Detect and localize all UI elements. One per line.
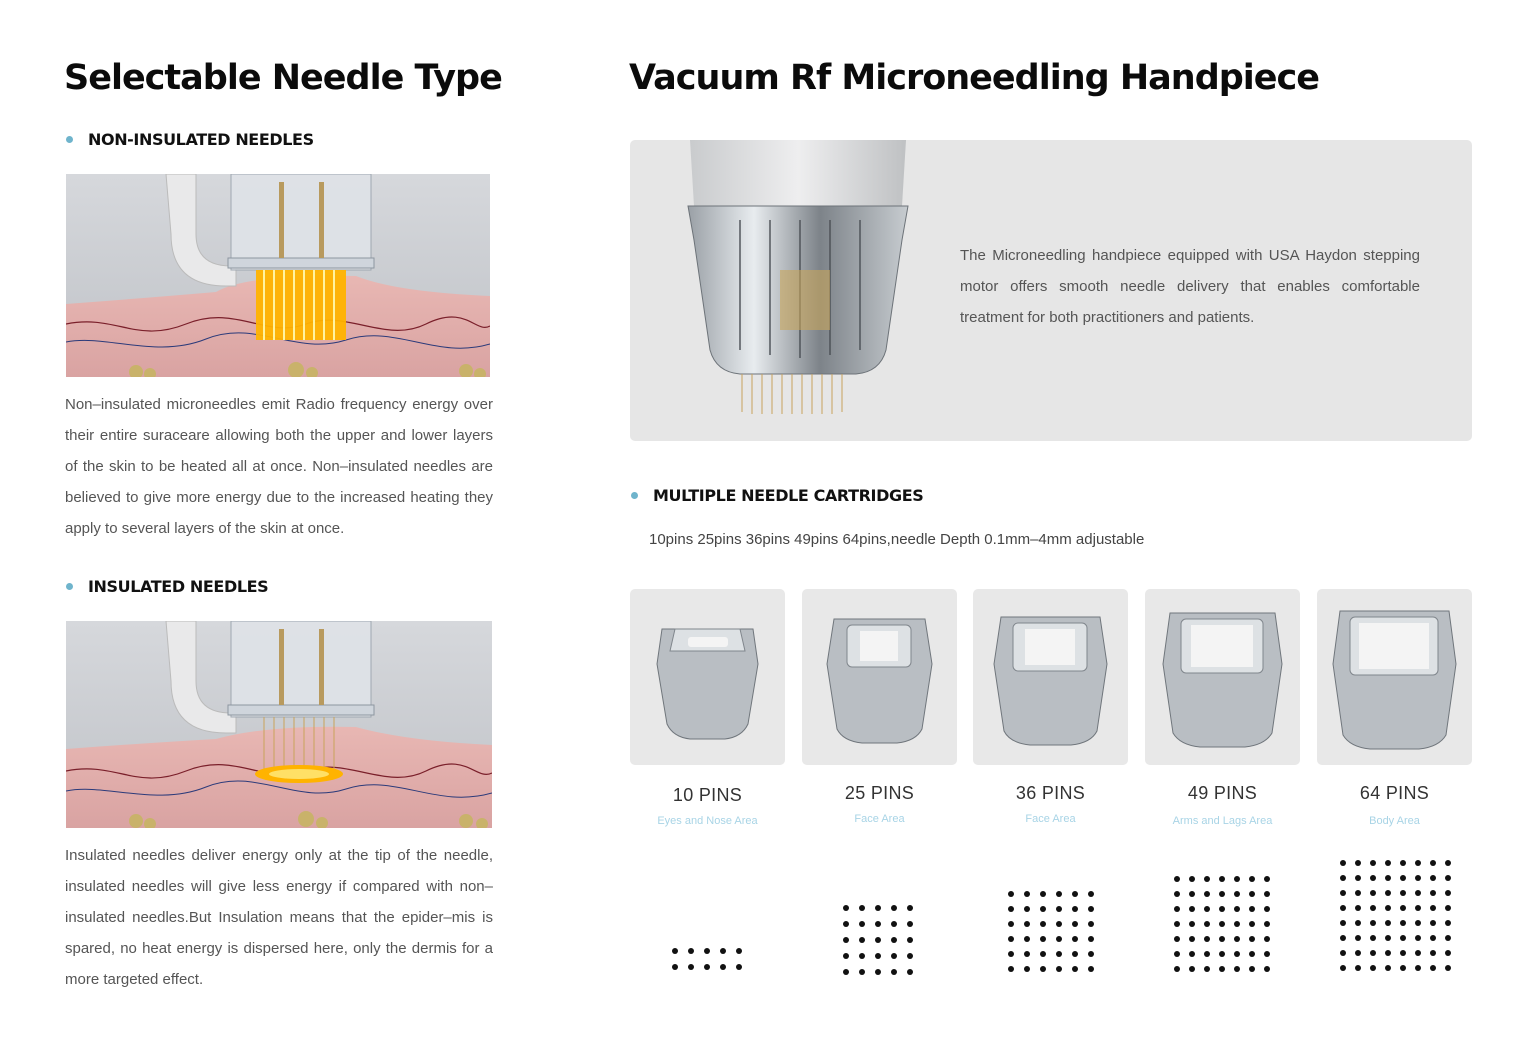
needle-dot — [704, 948, 710, 954]
cartridge-area-25: Face Area — [854, 813, 905, 825]
needle-dot — [1072, 906, 1078, 912]
needle-dot — [1430, 935, 1436, 941]
needle-dot — [1174, 936, 1180, 942]
needle-dot — [1234, 921, 1240, 927]
needle-dot — [736, 948, 742, 954]
needle-dot — [1072, 921, 1078, 927]
needle-dot — [1385, 950, 1391, 956]
needle-dot — [1400, 875, 1406, 881]
needle-dot — [1219, 891, 1225, 897]
needle-dot — [1385, 965, 1391, 971]
needle-dot — [1040, 936, 1046, 942]
needle-dot — [1088, 936, 1094, 942]
bullet-dot-icon — [631, 492, 638, 499]
needle-dot — [1219, 876, 1225, 882]
needle-dot — [1385, 920, 1391, 926]
needle-dot — [1385, 875, 1391, 881]
needle-dot — [1264, 951, 1270, 957]
needle-dot — [875, 969, 881, 975]
needle-dot — [1340, 905, 1346, 911]
needle-dot — [907, 969, 913, 975]
needle-dot — [1234, 876, 1240, 882]
bullet-dot-icon — [66, 583, 73, 590]
needle-dot — [1370, 935, 1376, 941]
needle-dot — [907, 921, 913, 927]
needle-dot — [1445, 950, 1451, 956]
cartridge-image — [1317, 589, 1472, 765]
needle-dot — [1249, 876, 1255, 882]
needle-dot — [1040, 891, 1046, 897]
needle-dot — [1219, 906, 1225, 912]
needle-dot — [1088, 891, 1094, 897]
needle-dot — [1340, 890, 1346, 896]
needle-dot — [1370, 875, 1376, 881]
needle-dot — [875, 953, 881, 959]
non-insulated-illustration — [66, 174, 490, 377]
needle-dot — [1189, 921, 1195, 927]
needle-dot — [1219, 936, 1225, 942]
needle-dot — [1204, 876, 1210, 882]
needle-dot — [1430, 905, 1436, 911]
needle-dot — [1174, 966, 1180, 972]
needle-dot — [1415, 950, 1421, 956]
cartridge-label-25: 25 PINS — [844, 783, 915, 803]
needle-dot — [1024, 891, 1030, 897]
needle-dot-grid-36 — [1008, 891, 1094, 972]
needle-dot — [1174, 876, 1180, 882]
needle-dot — [1056, 906, 1062, 912]
needle-dot — [1219, 921, 1225, 927]
insulated-text: Insulated needles deliver energy only at the tip of the needle, insulated needles will give less energy if compared with non–insulated needles.But Insulation means that the epider–mis is spared, no heat energy is dispersed here, only the dermis for a more targeted effect. — [65, 847, 493, 988]
needle-dot — [720, 948, 726, 954]
needle-dot — [1249, 921, 1255, 927]
needle-dot — [1445, 860, 1451, 866]
needle-dot — [875, 937, 881, 943]
needle-dot — [1088, 906, 1094, 912]
needle-dot — [1008, 921, 1014, 927]
needle-dot — [1264, 966, 1270, 972]
needle-dot — [1445, 935, 1451, 941]
needle-dot — [1385, 860, 1391, 866]
needle-dot — [1189, 876, 1195, 882]
cartridge-area-49: Arms and Lags Area — [1172, 815, 1273, 827]
non-insulated-heading-text: NON-INSULATED NEEDLES — [88, 130, 314, 149]
needle-dot — [1355, 875, 1361, 881]
needle-dot — [1385, 905, 1391, 911]
needle-dot — [1355, 950, 1361, 956]
needle-dot — [1204, 921, 1210, 927]
needle-dot — [1340, 860, 1346, 866]
needle-dot — [1355, 905, 1361, 911]
handpiece-image — [680, 140, 980, 441]
needle-dot — [891, 921, 897, 927]
needle-dot — [1400, 935, 1406, 941]
needle-dot — [859, 937, 865, 943]
needle-dot — [1024, 966, 1030, 972]
needle-dot — [1355, 920, 1361, 926]
needle-dot-grid-64 — [1340, 860, 1451, 971]
needle-dot — [1370, 950, 1376, 956]
needle-dot — [1445, 905, 1451, 911]
needle-dot — [1445, 965, 1451, 971]
cartridge-area-36: Face Area — [1025, 813, 1076, 825]
needle-dot — [1249, 891, 1255, 897]
needle-dot — [1385, 890, 1391, 896]
needle-dot — [1400, 890, 1406, 896]
cartridge-label-49: 49 PINS — [1187, 783, 1258, 803]
needle-dot — [1415, 935, 1421, 941]
needle-dot — [859, 969, 865, 975]
needle-dot — [720, 964, 726, 970]
needle-dot — [1174, 951, 1180, 957]
needle-dot — [891, 905, 897, 911]
needle-dot — [1008, 936, 1014, 942]
needle-dot — [1445, 890, 1451, 896]
needle-dot — [1234, 966, 1240, 972]
needle-dot — [891, 953, 897, 959]
needle-dot — [1415, 890, 1421, 896]
needle-dot — [1204, 906, 1210, 912]
needle-dot — [1040, 906, 1046, 912]
needle-dot — [1088, 966, 1094, 972]
needle-dot — [1204, 891, 1210, 897]
needle-dot — [1264, 891, 1270, 897]
needle-dot — [1219, 951, 1225, 957]
needle-dot — [1340, 935, 1346, 941]
needle-dot-grid-49 — [1174, 876, 1270, 972]
needle-dot — [1340, 950, 1346, 956]
right-title: Vacuum Rf Microneedling Handpiece — [629, 58, 1320, 98]
needle-dot — [1189, 966, 1195, 972]
needle-dot — [1355, 965, 1361, 971]
needle-dot — [891, 969, 897, 975]
needle-dot — [907, 937, 913, 943]
needle-dot — [1234, 891, 1240, 897]
needle-dot — [1088, 921, 1094, 927]
needle-dot — [1249, 906, 1255, 912]
needle-dot — [1340, 920, 1346, 926]
needle-dot — [1400, 965, 1406, 971]
needle-dot — [907, 905, 913, 911]
needle-dot — [875, 921, 881, 927]
needle-dot — [704, 964, 710, 970]
needle-dot — [1355, 860, 1361, 866]
needle-dot — [1400, 950, 1406, 956]
needle-dot — [1024, 921, 1030, 927]
needle-dot — [672, 948, 678, 954]
needle-dot — [1415, 860, 1421, 866]
needle-dot — [1040, 966, 1046, 972]
needle-dot — [1008, 951, 1014, 957]
cartridges-heading-text: MULTIPLE NEEDLE CARTRIDGES — [653, 486, 924, 505]
needle-dot — [1430, 860, 1436, 866]
needle-dot — [672, 964, 678, 970]
needle-dot — [1430, 950, 1436, 956]
needle-dot-grid-25 — [843, 905, 913, 975]
needle-dot — [1040, 921, 1046, 927]
needle-dot — [1415, 920, 1421, 926]
needle-dot — [1234, 906, 1240, 912]
cartridges-spec: 10pins 25pins 36pins 49pins 64pins,needle Depth 0.1mm–4mm adjustable — [649, 531, 1145, 548]
needle-dot — [1264, 936, 1270, 942]
needle-dot — [1370, 905, 1376, 911]
non-insulated-text: Non–insulated microneedles emit Radio frequency energy over their entire suraceare allowing both the upper and lower layers of the skin to be heated all at once. Non–insulated needles are believed to give more energy due to the increased heating they apply to several layers of the skin at once. — [65, 396, 493, 537]
needle-dot — [1024, 906, 1030, 912]
needle-dot — [891, 937, 897, 943]
cartridge-card-25 — [802, 589, 957, 765]
needle-dot — [1024, 936, 1030, 942]
insulated-heading — [66, 577, 268, 596]
needle-dot — [1072, 951, 1078, 957]
needle-dot — [1415, 875, 1421, 881]
needle-dot — [1174, 891, 1180, 897]
cartridges-heading — [631, 486, 923, 505]
needle-dot — [1189, 951, 1195, 957]
needle-dot — [1415, 905, 1421, 911]
needle-dot — [1430, 890, 1436, 896]
needle-dot — [1204, 951, 1210, 957]
needle-dot — [1264, 906, 1270, 912]
cartridge-card-64 — [1317, 589, 1472, 765]
left-title: Selectable Needle Type — [64, 58, 502, 98]
cartridge-image — [1145, 589, 1300, 765]
needle-dot — [843, 953, 849, 959]
needle-dot — [1249, 966, 1255, 972]
needle-dot — [688, 948, 694, 954]
needle-dot — [1219, 966, 1225, 972]
insulated-illustration — [66, 621, 492, 828]
needle-dot — [1340, 965, 1346, 971]
needle-dot — [1415, 965, 1421, 971]
cartridge-label-10: 10 PINS — [672, 785, 743, 805]
needle-dot — [875, 905, 881, 911]
needle-dot — [907, 953, 913, 959]
cartridge-label-64: 64 PINS — [1359, 783, 1430, 803]
needle-dot — [843, 969, 849, 975]
cartridge-card-36 — [973, 589, 1128, 765]
needle-dot — [1234, 936, 1240, 942]
needle-dot-grid-10 — [672, 948, 742, 970]
needle-dot — [1056, 936, 1062, 942]
needle-dot — [1264, 921, 1270, 927]
non-insulated-heading — [66, 130, 314, 149]
needle-dot — [1008, 891, 1014, 897]
needle-dot — [859, 905, 865, 911]
needle-dot — [1445, 875, 1451, 881]
cartridge-label-36: 36 PINS — [1015, 783, 1086, 803]
needle-dot — [1355, 890, 1361, 896]
needle-dot — [859, 953, 865, 959]
cartridge-image — [973, 589, 1128, 765]
cartridge-area-64: Body Area — [1369, 815, 1420, 827]
needle-dot — [1430, 965, 1436, 971]
cartridge-card-49 — [1145, 589, 1300, 765]
needle-dot — [736, 964, 742, 970]
needle-dot — [1370, 860, 1376, 866]
needle-dot — [1040, 951, 1046, 957]
needle-dot — [1400, 920, 1406, 926]
needle-dot — [1189, 936, 1195, 942]
needle-dot — [1189, 891, 1195, 897]
needle-dot — [1204, 966, 1210, 972]
needle-dot — [1056, 966, 1062, 972]
needle-dot — [688, 964, 694, 970]
cartridge-image — [630, 589, 785, 765]
needle-dot — [1056, 951, 1062, 957]
needle-dot — [1400, 860, 1406, 866]
handpiece-panel — [630, 140, 1472, 441]
needle-dot — [1340, 875, 1346, 881]
needle-dot — [1370, 890, 1376, 896]
needle-dot — [1355, 935, 1361, 941]
needle-dot — [843, 905, 849, 911]
needle-dot — [1174, 921, 1180, 927]
needle-dot — [859, 921, 865, 927]
needle-dot — [1072, 966, 1078, 972]
needle-dot — [843, 921, 849, 927]
needle-dot — [1385, 935, 1391, 941]
needle-dot — [1174, 906, 1180, 912]
needle-dot — [1024, 951, 1030, 957]
needle-dot — [1400, 905, 1406, 911]
needle-dot — [1204, 936, 1210, 942]
needle-dot — [1072, 891, 1078, 897]
needle-dot — [1370, 920, 1376, 926]
needle-dot — [1088, 951, 1094, 957]
needle-dot — [1189, 906, 1195, 912]
needle-dot — [1430, 920, 1436, 926]
needle-dot — [1056, 891, 1062, 897]
needle-dot — [1264, 876, 1270, 882]
insulated-heading-text: INSULATED NEEDLES — [88, 577, 269, 596]
needle-dot — [1370, 965, 1376, 971]
needle-dot — [1445, 920, 1451, 926]
handpiece-description: The Microneedling handpiece equipped with USA Haydon stepping motor offers smooth needle delivery that enables comfortable treatment for both practitioners and patients. — [960, 247, 1420, 326]
needle-dot — [1249, 951, 1255, 957]
cartridge-image — [802, 589, 957, 765]
cartridge-area-10: Eyes and Nose Area — [657, 815, 758, 827]
needle-dot — [1008, 966, 1014, 972]
cartridge-card-10 — [630, 589, 785, 765]
needle-dot — [1430, 875, 1436, 881]
needle-dot — [843, 937, 849, 943]
needle-dot — [1056, 921, 1062, 927]
needle-dot — [1072, 936, 1078, 942]
needle-dot — [1008, 906, 1014, 912]
bullet-dot-icon — [66, 136, 73, 143]
needle-dot — [1249, 936, 1255, 942]
needle-dot — [1234, 951, 1240, 957]
